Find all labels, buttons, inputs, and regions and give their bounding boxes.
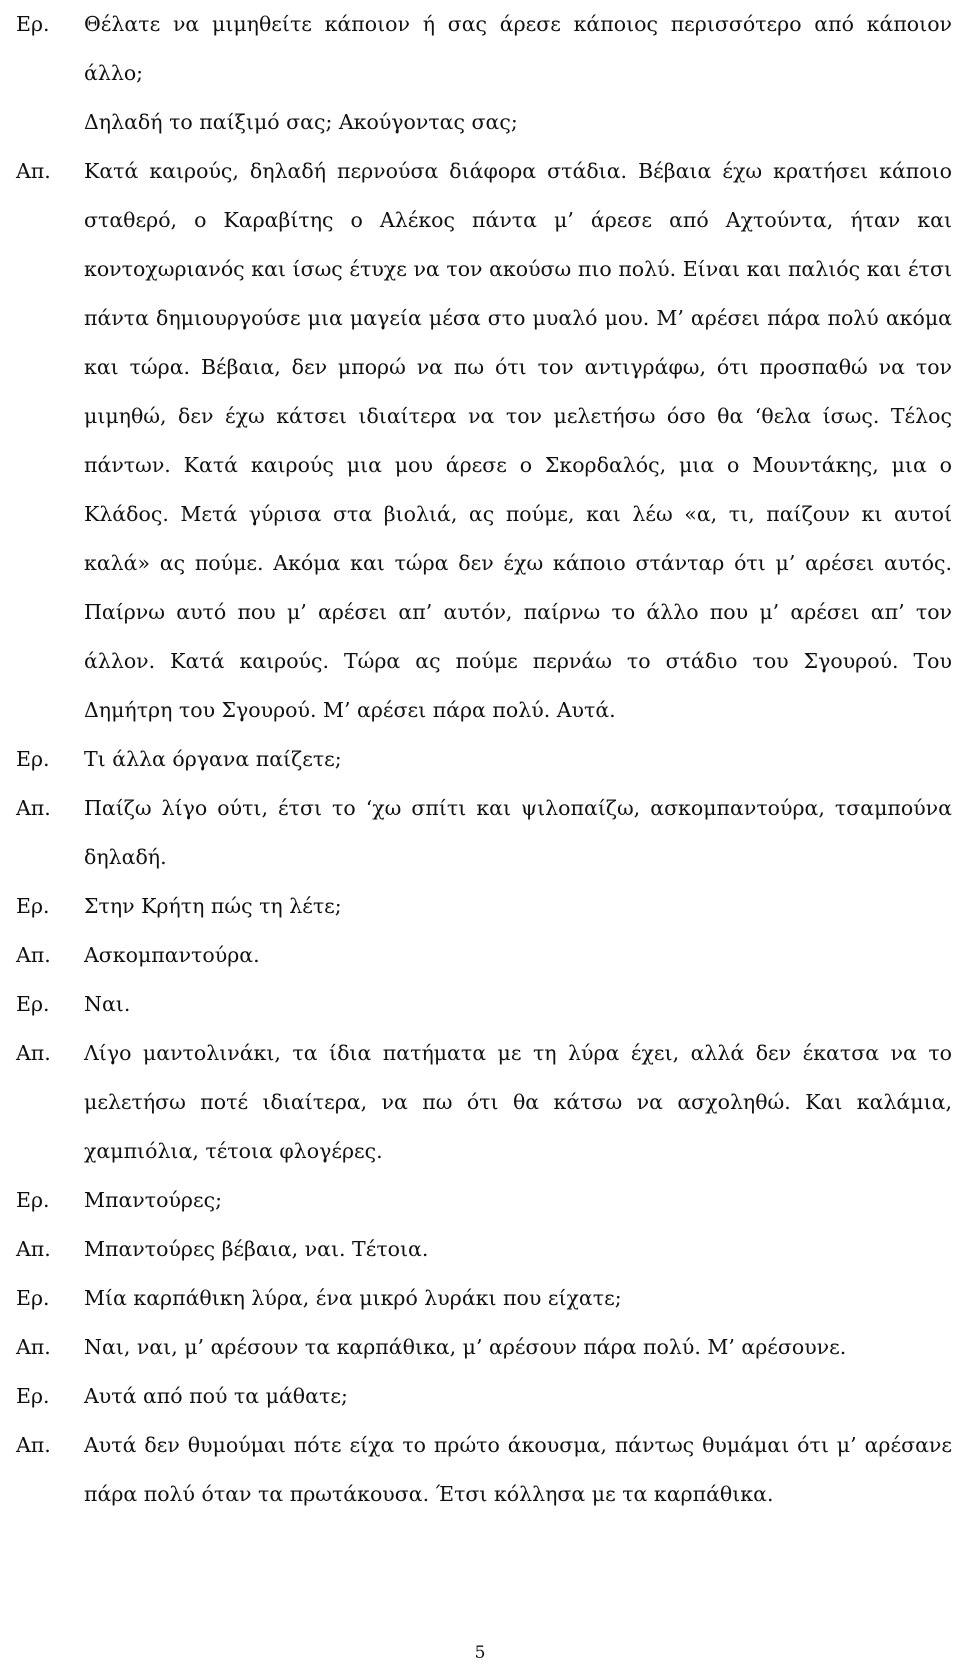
transcript-turn	[16, 1176, 956, 1225]
speaker-label: Απ.	[16, 1041, 51, 1065]
utterance-text: Μπαντούρες βέβαια, ναι. Τέτοια.	[84, 1237, 429, 1261]
utterance-text: Ναι, ναι, μ’ αρέσουν τα καρπάθικα, μ’ αρέσουν πάρα πολύ. Μ’ αρέσουνε.	[84, 1335, 847, 1359]
transcript-turn	[16, 1274, 956, 1323]
transcript-turn	[16, 1323, 956, 1372]
speaker-label: Ερ.	[16, 1286, 50, 1310]
speaker-label: Απ.	[16, 1237, 51, 1261]
utterance-text: Ναι.	[84, 992, 131, 1016]
transcript-turn	[16, 931, 956, 980]
utterance-text: Ασκομπαντούρα.	[84, 943, 260, 967]
utterance-text: Αυτά δεν θυμούμαι πότε είχα το πρώτο άκουσμα, πάντως θυμάμαι ότι μ’ αρέσανε πάρα πολύ όταν τα πρωτάκουσα. Έτσι κόλλησα με τα καρπάθικα.	[84, 1433, 952, 1506]
speaker-label: Ερ.	[16, 1384, 50, 1408]
transcript-turn	[16, 1029, 956, 1176]
speaker-label: Ερ.	[16, 12, 50, 36]
transcript-turn	[16, 784, 956, 882]
transcript-turn	[16, 0, 956, 98]
utterance-text: Τι άλλα όργανα παίζετε;	[84, 747, 342, 771]
utterance-text: Κατά καιρούς, δηλαδή περνούσα διάφορα στάδια. Βέβαια έχω κρατήσει κάποιο σταθερό, ο Καραβίτης ο Αλέκος πάντα μ’ άρεσε από Αχτούντα, ήταν και κοντοχωριανός και ίσως έτυχε να τον ακούσω πιο πολύ. Είναι και παλιός και έτσι πάντα δημιουργούσε μια μαγεία μέσα στο μυαλό μου. Μ’ αρέσει πάρα πολύ ακόμα και τώρα. Βέβαια, δεν μπορώ να πω ότι τον αντιγράφω, ότι προσπαθώ να τον μιμηθώ, δεν έχω κάτσει ιδιαίτερα να τον μελετήσω όσο θα ‘θελα ίσως. Τέλος πάντων. Κατά καιρούς μια μου άρεσε ο Σκορδαλός, μια ο Μουντάκης, μια ο Κλάδος. Μετά γύρισα στα βιολιά, ας πούμε, και λέω «α, τι, παίζουν κι αυτοί καλά» ας πούμε. Ακόμα και τώρα δεν έχω κάποιο στάνταρ ότι μ’ αρέσει αυτός. Παίρνω αυτό που μ’ αρέσει απ’ αυτόν, παίρνω το άλλο που μ’ αρέσει απ’ τον άλλον. Κατά καιρούς. Τώρα ας πούμε περνάω το στάδιο του Σγουρού. Του Δημήτρη του Σγουρού. Μ’ αρέσει πάρα πολύ. Αυτά.	[84, 159, 952, 722]
interview-transcript	[16, 0, 956, 1519]
utterance-text: Μία καρπάθικη λύρα, ένα μικρό λυράκι που είχατε;	[84, 1286, 622, 1310]
speaker-label: Ερ.	[16, 747, 50, 771]
speaker-label: Απ.	[16, 159, 51, 183]
transcript-turn	[16, 1421, 956, 1519]
transcript-turn	[16, 735, 956, 784]
transcript-turn	[16, 882, 956, 931]
speaker-label: Απ.	[16, 1335, 51, 1359]
transcript-turn	[16, 147, 956, 735]
utterance-text: Λίγο μαντολινάκι, τα ίδια πατήματα με τη λύρα έχει, αλλά δεν έκατσα να το μελετήσω ποτέ ιδιαίτερα, να πω ότι θα κάτσω να ασχοληθώ. Και καλάμια, χαμπιόλια, τέτοια φλογέρες.	[84, 1041, 952, 1163]
utterance-text: Στην Κρήτη πώς τη λέτε;	[84, 894, 342, 918]
page-number: 5	[474, 1643, 486, 1663]
transcript-turn	[16, 1225, 956, 1274]
speaker-label: Ερ.	[16, 1188, 50, 1212]
transcript-turn	[16, 98, 956, 147]
speaker-label: Ερ.	[16, 894, 50, 918]
utterance-text: Μπαντούρες;	[84, 1188, 222, 1212]
speaker-label: Απ.	[16, 943, 51, 967]
utterance-text: Θέλατε να μιμηθείτε κάποιον ή σας άρεσε κάποιος περισσότερο από κάποιον άλλο;	[84, 12, 952, 85]
transcript-turn	[16, 980, 956, 1029]
speaker-label: Απ.	[16, 1433, 51, 1457]
utterance-text: Δηλαδή το παίξιμό σας; Ακούγοντας σας;	[84, 110, 518, 134]
speaker-label: Ερ.	[16, 992, 50, 1016]
utterance-text: Παίζω λίγο ούτι, έτσι το ‘χω σπίτι και ψιλοπαίζω, ασκομπαντούρα, τσαμπούνα δηλαδή.	[84, 796, 952, 869]
transcript-turn	[16, 1372, 956, 1421]
utterance-text: Αυτά από πού τα μάθατε;	[84, 1384, 348, 1408]
speaker-label: Απ.	[16, 796, 51, 820]
